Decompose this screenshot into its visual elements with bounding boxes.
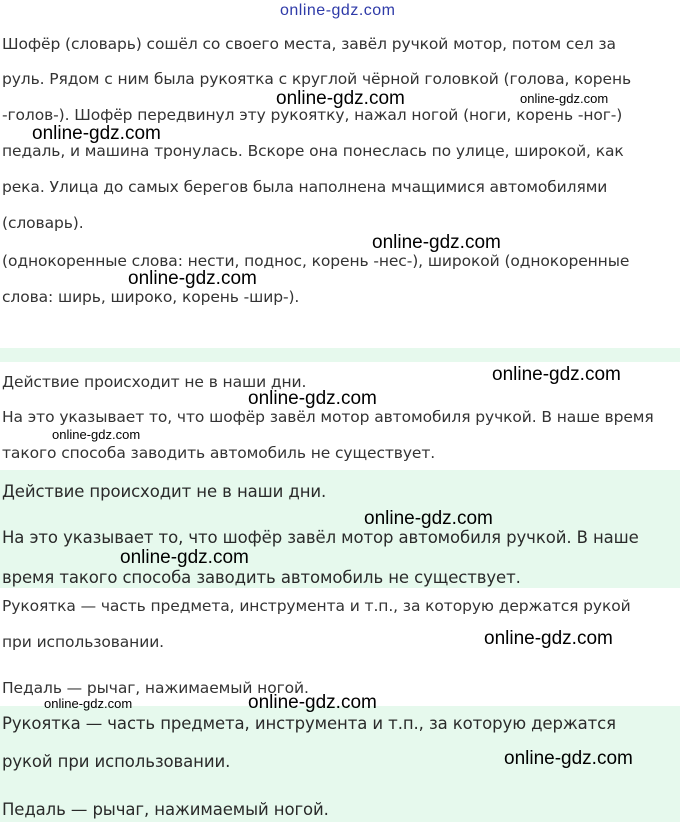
watermark: online-gdz.com: [504, 748, 633, 769]
watermark: online-gdz.com: [32, 123, 161, 144]
answer-line: Действие происходит не в наши дни.: [2, 373, 307, 391]
watermark: online-gdz.com: [492, 364, 621, 385]
watermark: online-gdz.com: [520, 91, 609, 106]
top-watermark: online-gdz.com: [280, 2, 396, 19]
text-line: -голов-). Шофёр передвинул эту рукоятку, нажал ногой (ноги, корень -ног-): [2, 106, 623, 124]
watermark: online-gdz.com: [276, 88, 405, 109]
text-line: (однокоренные слова: нести, поднос, корень -нес-), широкой (однокоренные: [2, 252, 630, 270]
watermark: online-gdz.com: [120, 547, 249, 568]
answer-line: На это указывает то, что шофёр завёл мотор автомобиля ручкой. В наше время: [2, 408, 654, 426]
highlight-line: Педаль — рычаг, нажимаемый ногой.: [2, 800, 329, 819]
watermark: online-gdz.com: [52, 427, 141, 442]
watermark: online-gdz.com: [364, 508, 493, 529]
highlight-line: На это указывает то, что шофёр завёл мотор автомобиля ручкой. В наше: [2, 528, 639, 547]
answer-line: такого способа заводить автомобиль не существует.: [2, 444, 436, 462]
highlight-line: время такого способа заводить автомобиль не существует.: [2, 568, 521, 587]
highlight-line: Рукоятка — часть предмета, инструмента и т.п., за которую держатся: [2, 714, 616, 733]
watermark: online-gdz.com: [372, 232, 501, 253]
highlight-line: Действие происходит не в наши дни.: [2, 482, 327, 501]
answer-line: Педаль — рычаг, нажимаемый ногой.: [2, 679, 309, 697]
text-line: (словарь).: [2, 214, 84, 232]
watermark: online-gdz.com: [128, 268, 257, 289]
answer-line: Рукоятка — часть предмета, инструмента и т.п., за которую держатся рукой: [2, 597, 631, 615]
highlight-strip: [0, 348, 680, 362]
watermark: online-gdz.com: [44, 696, 133, 711]
text-line: педаль, и машина тронулась. Вскоре она понеслась по улице, широкой, как: [2, 142, 624, 160]
answer-line: при использовании.: [2, 633, 164, 651]
text-line: слова: ширь, широко, корень -шир-).: [2, 288, 300, 306]
watermark: online-gdz.com: [248, 692, 377, 713]
text-line: река. Улица до самых берегов была наполнена мчащимися автомобилями: [2, 178, 608, 196]
text-line: Шофёр (словарь) сошёл со своего места, завёл ручкой мотор, потом сел за: [2, 35, 616, 53]
highlight-line: рукой при использовании.: [2, 752, 231, 771]
text-line: руль. Рядом с ним была рукоятка с круглой чёрной головкой (голова, корень: [2, 70, 632, 88]
watermark: online-gdz.com: [248, 388, 377, 409]
watermark: online-gdz.com: [484, 628, 613, 649]
